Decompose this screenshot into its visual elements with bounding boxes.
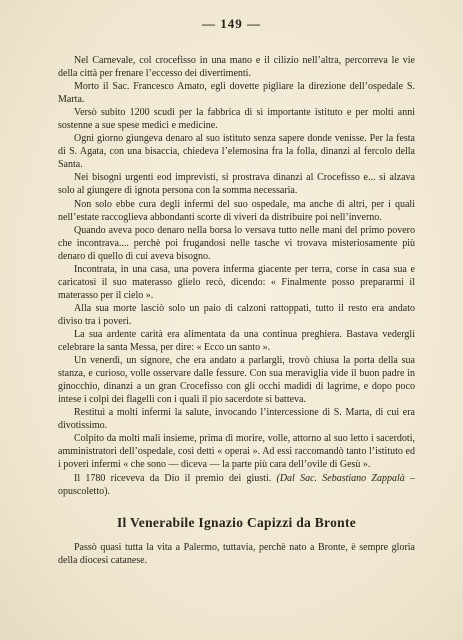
paragraph: Nel Carnevale, col crocefisso in una mano e il cilizio nell’altra, percorreva le vie della città per frenare l’eccesso dei divertimenti. — [58, 55, 415, 80]
closing-text: Il 1780 riceveva da Dio il premio dei giusti. — [74, 472, 277, 484]
paragraph: Versò subito 1200 scudi per la fabbrica di sì importante istituto e per molti anni sostenne a sue spese medici e medicine. — [58, 107, 415, 132]
paragraph: La sua ardente carità era alimentata da una continua preghiera. Bastava vedergli celebrare la santa Messa, per dire: « Ecco un santo ». — [58, 328, 415, 354]
paragraph: Un venerdì, un signore, che era andato a parlargli, trovò chiusa la porta della sua stanza, e curioso, volle osservare dalle fessure. Con sua meraviglia vide il buon padre in ginocchio, dinanzi a un gran Crocefisso con gli occhi madidi di lagrime, e dopo poco intese i colpi dei flagelli con i quali il pio sacerdote si batteva. — [58, 355, 415, 406]
paragraph: Incontrata, in una casa, una povera inferma giacente per terra, corse in casa sua e caricatosi il suo materasso glielo recò, dicendo: « Finalmente posso prepararmi il materasso per il cielo ». — [58, 263, 415, 301]
page-body — [58, 54, 415, 567]
paragraph: Colpito da molti mali insieme, prima di morire, volle, attorno al suo letto i sacerdoti, amministratori dell’ospedale, così detti « operai ». Ad essi raccomandò tanto l’istituto ed i poveri infermi « che sono — diceva — la parte più cara dell’ovile di Gesù ». — [58, 433, 415, 471]
paragraph: Quando aveva poco denaro nella borsa lo versava tutto nelle mani del primo povero che incontrava.... perchè poi frugandosi nelle tasche vi trovava misteriosamente più denaro di quello di cui aveva bisogno. — [58, 224, 415, 262]
source-citation: (Dal Sac. Sebastiano Zappalà — [276, 472, 405, 484]
section-paragraph: Passò quasi tutta la vita a Palermo, tuttavia, perchè nato a Bronte, è sempre gloria della diocesi catanese. — [58, 541, 415, 566]
paragraph: Restituì a molti infermi la salute, invocando l’intercessione di S. Marta, di cui era divotissimo. — [58, 407, 415, 432]
page-number: — 149 — — [202, 16, 261, 31]
paragraph: Nei bisogni urgenti eod imprevisti, si prostrava dinanzi al Crocefisso e... si alzava solo al giungere di ignota persona con la somma necessaria. — [58, 172, 415, 197]
paragraph: Morto il Sac. Francesco Amato, egli dovette pigliare la direzione dell’ospedale S. Marta. — [58, 81, 415, 106]
section-heading: Il Venerabile Ignazio Capizzi da Bronte — [116, 514, 357, 530]
closing-tail: – opuscoletto). — [58, 472, 416, 497]
closing-paragraph — [58, 472, 415, 498]
paragraph: Non solo ebbe cura degli infermi del suo ospedale, ma anche di altri, per i quali nell’estate raccoglieva abbondanti scorte di viveri da distribuire poi nell’inverno. — [58, 198, 415, 223]
paragraph: Alla sua morte lasciò solo un paio di calzoni rattoppati, tutto il resto era andato diviso tra i poveri. — [58, 302, 415, 327]
paragraph: Ogni giorno giungeva denaro al suo istituto senza sapere donde venisse. Per la festa di S. Agata, con una bisaccia, chiedeva l’elemosina fra la folla, dinanzi al fercolo della Santa. — [58, 133, 415, 171]
